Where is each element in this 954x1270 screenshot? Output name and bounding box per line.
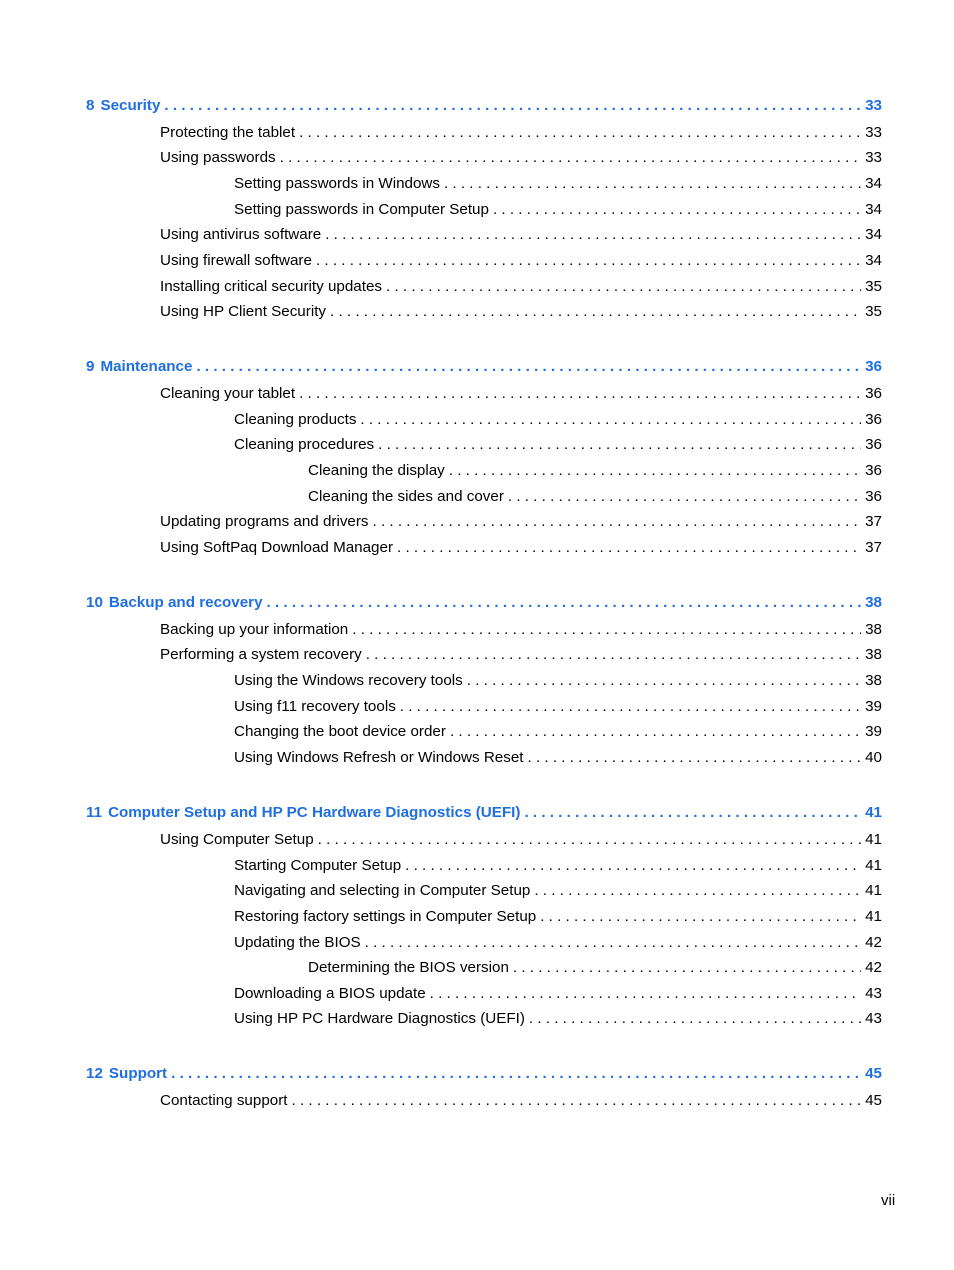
dot-leader bbox=[397, 538, 861, 558]
dot-leader bbox=[386, 277, 861, 297]
toc-entry[interactable] bbox=[160, 148, 882, 168]
dot-leader bbox=[299, 384, 861, 404]
toc-entry[interactable] bbox=[160, 620, 882, 640]
entry-title: Changing the boot device order bbox=[234, 723, 446, 740]
toc-chapter-support[interactable] bbox=[86, 1064, 882, 1084]
chapter-number: 10 bbox=[86, 594, 103, 611]
dot-leader bbox=[325, 225, 861, 245]
chapter-title: Support bbox=[108, 1065, 168, 1082]
entry-page-number: 41 bbox=[865, 882, 882, 899]
entry-page-number: 38 bbox=[865, 672, 882, 689]
entry-page-number: 33 bbox=[865, 124, 882, 141]
dot-leader bbox=[318, 830, 861, 850]
toc-entry[interactable] bbox=[160, 384, 882, 404]
chapter-page-number: 38 bbox=[865, 594, 882, 611]
dot-leader bbox=[449, 461, 861, 481]
entry-title: Using f11 recovery tools bbox=[234, 698, 396, 715]
toc-entry[interactable] bbox=[160, 512, 882, 532]
entry-page-number: 34 bbox=[865, 201, 882, 218]
dot-leader bbox=[405, 856, 861, 876]
chapter-page-number: 41 bbox=[865, 804, 882, 821]
entry-page-number: 34 bbox=[865, 226, 882, 243]
dot-leader bbox=[430, 984, 861, 1004]
entry-title: Starting Computer Setup bbox=[234, 857, 402, 874]
entry-page-number: 36 bbox=[865, 462, 882, 479]
toc-entry[interactable] bbox=[308, 461, 882, 481]
entry-title: Using passwords bbox=[160, 149, 276, 166]
toc-entry[interactable] bbox=[160, 302, 882, 322]
dot-leader bbox=[171, 1064, 861, 1084]
dot-leader bbox=[528, 748, 862, 768]
entry-page-number: 45 bbox=[865, 1092, 882, 1109]
dot-leader bbox=[352, 620, 861, 640]
entry-title: Setting passwords in Computer Setup bbox=[234, 201, 489, 218]
entry-title: Updating the BIOS bbox=[234, 934, 361, 951]
entry-title: Using SoftPaq Download Manager bbox=[160, 539, 394, 556]
toc-entry[interactable] bbox=[234, 174, 882, 194]
entry-page-number: 38 bbox=[865, 646, 882, 663]
entry-title: Using the Windows recovery tools bbox=[234, 672, 463, 689]
entry-title: Using antivirus software bbox=[160, 226, 322, 243]
chapter-number: 9 bbox=[86, 358, 95, 375]
entry-page-number: 41 bbox=[865, 831, 882, 848]
toc-entry[interactable] bbox=[308, 958, 882, 978]
entry-page-number: 34 bbox=[865, 175, 882, 192]
dot-leader bbox=[292, 1091, 862, 1111]
toc-chapter-computer-setup-and-diagnostics[interactable] bbox=[86, 803, 882, 823]
entry-page-number: 38 bbox=[865, 621, 882, 638]
entry-title: Restoring factory settings in Computer Setup bbox=[234, 908, 537, 925]
entry-page-number: 33 bbox=[865, 149, 882, 166]
entry-page-number: 39 bbox=[865, 698, 882, 715]
entry-title: Determining the BIOS version bbox=[308, 959, 509, 976]
dot-leader bbox=[540, 907, 861, 927]
toc-entry[interactable] bbox=[234, 722, 882, 742]
entry-title: Cleaning your tablet bbox=[160, 385, 296, 402]
entry-page-number: 36 bbox=[865, 436, 882, 453]
toc-entry[interactable] bbox=[234, 748, 882, 768]
chapter-number: 11 bbox=[86, 804, 103, 821]
toc-entry[interactable] bbox=[234, 933, 882, 953]
entry-title: Cleaning procedures bbox=[234, 436, 375, 453]
entry-page-number: 42 bbox=[865, 934, 882, 951]
footer-page-number: vii bbox=[881, 1192, 896, 1209]
dot-leader bbox=[164, 96, 861, 116]
dot-leader bbox=[366, 645, 861, 665]
chapter-title: Backup and recovery bbox=[108, 594, 263, 611]
dot-leader bbox=[493, 200, 861, 220]
dot-leader bbox=[267, 593, 862, 613]
toc-entry[interactable] bbox=[234, 671, 882, 691]
dot-leader bbox=[316, 251, 861, 271]
toc-entry[interactable] bbox=[234, 881, 882, 901]
toc-entry[interactable] bbox=[234, 200, 882, 220]
toc-entry[interactable] bbox=[234, 1009, 882, 1029]
chapter-number: 8 bbox=[86, 97, 95, 114]
dot-leader bbox=[450, 722, 861, 742]
entry-page-number: 36 bbox=[865, 488, 882, 505]
dot-leader bbox=[524, 803, 861, 823]
entry-page-number: 37 bbox=[865, 539, 882, 556]
chapter-page-number: 45 bbox=[865, 1065, 882, 1082]
toc-entry[interactable] bbox=[160, 225, 882, 245]
entry-title: Downloading a BIOS update bbox=[234, 985, 426, 1002]
entry-page-number: 41 bbox=[865, 908, 882, 925]
entry-page-number: 40 bbox=[865, 749, 882, 766]
entry-title: Backing up your information bbox=[160, 621, 349, 638]
entry-page-number: 35 bbox=[865, 278, 882, 295]
entry-page-number: 39 bbox=[865, 723, 882, 740]
toc-entry[interactable] bbox=[234, 697, 882, 717]
entry-title: Using HP Client Security bbox=[160, 303, 327, 320]
chapter-title: Maintenance bbox=[100, 358, 193, 375]
entry-title: Cleaning products bbox=[234, 411, 357, 428]
entry-page-number: 43 bbox=[865, 985, 882, 1002]
entry-page-number: 37 bbox=[865, 513, 882, 530]
dot-leader bbox=[378, 435, 861, 455]
entry-title: Using Windows Refresh or Windows Reset bbox=[234, 749, 524, 766]
entry-page-number: 34 bbox=[865, 252, 882, 269]
chapter-number: 12 bbox=[86, 1065, 103, 1082]
entry-title: Contacting support bbox=[160, 1092, 288, 1109]
toc-entry[interactable] bbox=[160, 1091, 882, 1111]
toc-entry[interactable] bbox=[234, 984, 882, 1004]
entry-page-number: 35 bbox=[865, 303, 882, 320]
entry-title: Protecting the tablet bbox=[160, 124, 296, 141]
entry-title: Cleaning the display bbox=[308, 462, 445, 479]
dot-leader bbox=[365, 933, 861, 953]
dot-leader bbox=[400, 697, 861, 717]
toc-chapter-maintenance[interactable] bbox=[86, 357, 882, 377]
entry-page-number: 36 bbox=[865, 385, 882, 402]
dot-leader bbox=[513, 958, 861, 978]
dot-leader bbox=[467, 671, 861, 691]
chapter-page-number: 33 bbox=[865, 97, 882, 114]
entry-title: Installing critical security updates bbox=[160, 278, 383, 295]
dot-leader bbox=[529, 1009, 861, 1029]
dot-leader bbox=[330, 302, 861, 322]
entry-title: Navigating and selecting in Computer Setup bbox=[234, 882, 531, 899]
dot-leader bbox=[196, 357, 861, 377]
entry-page-number: 43 bbox=[865, 1010, 882, 1027]
entry-title: Using HP PC Hardware Diagnostics (UEFI) bbox=[234, 1010, 525, 1027]
dot-leader bbox=[508, 487, 861, 507]
dot-leader bbox=[360, 410, 861, 430]
entry-title: Using firewall software bbox=[160, 252, 312, 269]
dot-leader bbox=[534, 881, 861, 901]
toc-entry[interactable] bbox=[160, 123, 882, 143]
chapter-title: Computer Setup and HP PC Hardware Diagnostics (UEFI) bbox=[108, 804, 521, 821]
toc-entry[interactable] bbox=[160, 251, 882, 271]
toc-entry[interactable] bbox=[160, 538, 882, 558]
toc-chapter-backup-and-recovery[interactable] bbox=[86, 593, 882, 613]
toc-entry[interactable] bbox=[234, 410, 882, 430]
toc-entry[interactable] bbox=[160, 277, 882, 297]
entry-title: Setting passwords in Windows bbox=[234, 175, 440, 192]
entry-page-number: 36 bbox=[865, 411, 882, 428]
entry-title: Performing a system recovery bbox=[160, 646, 362, 663]
toc-entry[interactable] bbox=[234, 856, 882, 876]
entry-page-number: 41 bbox=[865, 857, 882, 874]
dot-leader bbox=[444, 174, 861, 194]
toc-chapter-security[interactable] bbox=[86, 96, 882, 116]
entry-title: Cleaning the sides and cover bbox=[308, 488, 504, 505]
toc-entry[interactable] bbox=[308, 487, 882, 507]
dot-leader bbox=[373, 512, 862, 532]
dot-leader bbox=[299, 123, 861, 143]
toc-entry[interactable] bbox=[160, 645, 882, 665]
chapter-page-number: 36 bbox=[865, 358, 882, 375]
entry-title: Using Computer Setup bbox=[160, 831, 314, 848]
entry-page-number: 42 bbox=[865, 959, 882, 976]
dot-leader bbox=[280, 148, 861, 168]
entry-title: Updating programs and drivers bbox=[160, 513, 369, 530]
toc-entry[interactable] bbox=[234, 435, 882, 455]
toc-entry[interactable] bbox=[160, 830, 882, 850]
chapter-title: Security bbox=[100, 97, 161, 114]
toc-entry[interactable] bbox=[234, 907, 882, 927]
